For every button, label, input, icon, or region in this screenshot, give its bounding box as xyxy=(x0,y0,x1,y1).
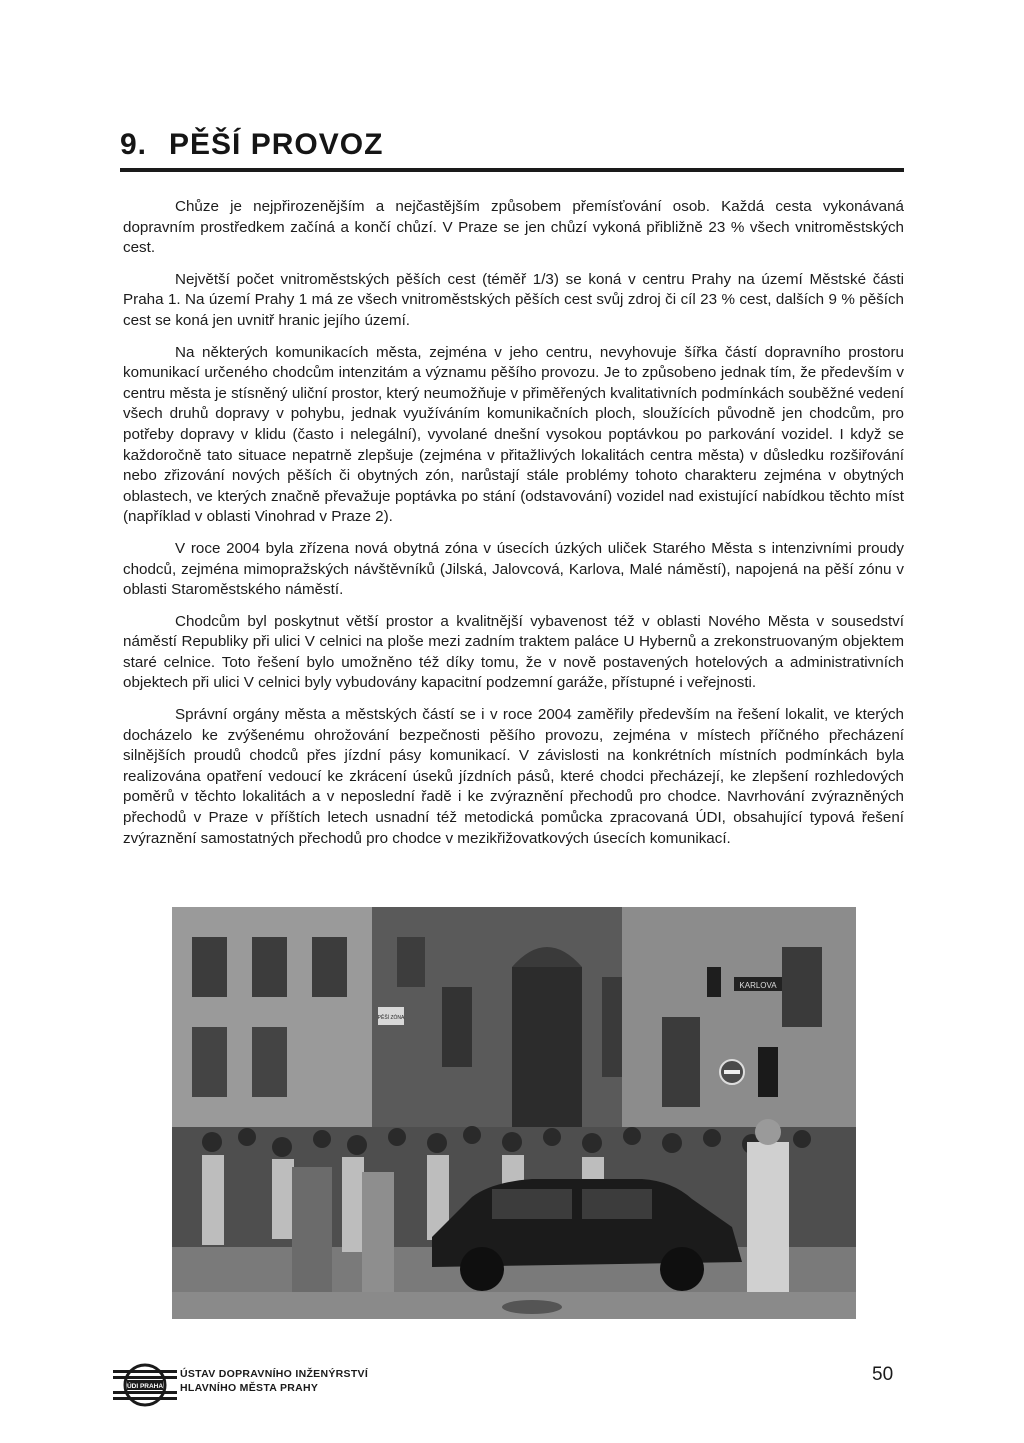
street-photo xyxy=(172,907,856,1319)
chapter-heading xyxy=(120,128,383,162)
street-sign: KARLOVA xyxy=(739,981,777,990)
street-photo-drawing xyxy=(172,907,856,1319)
organization-name xyxy=(180,1367,368,1395)
chapter-title: PĚŠÍ PROVOZ xyxy=(169,128,384,161)
chapter-number: 9. xyxy=(120,128,148,161)
body-text xyxy=(123,197,904,849)
udi-logo xyxy=(113,1357,177,1413)
paragraph: Největší počet vnitroměstských pěších cest (téměř 1/3) se koná v centru Prahy na území Městské části Praha 1. Na území Prahy 1 má ze všech vnitroměstských pěších cest svůj zdroj či cíl 23 % cest, dalších 9 % pěších cest se koná jen uvnitř hranic jejího území. xyxy=(123,270,904,329)
paragraph: V roce 2004 byla zřízena nová obytná zóna v úsecích úzkých uliček Starého Města s intenzivními proudy chodců, zejména mimopražských návštěvníků (Jilská, Jalovcová, Karlova, Malé náměstí), napojená na pěší zónu v oblasti Staroměstského náměstí. xyxy=(123,539,904,599)
logo-text: ÚDI PRAHA xyxy=(126,1383,164,1390)
page-number: 50 xyxy=(872,1364,894,1385)
heading-rule xyxy=(120,168,904,172)
zone-sign: PĚŠÍ ZÓNA xyxy=(377,1015,405,1021)
org-line-1: ÚSTAV DOPRAVNÍHO INŽENÝRSTVÍ xyxy=(180,1368,369,1380)
paragraph: Chůze je nejpřirozenějším a nejčastějším způsobem přemísťování osob. Každá cesta vykonávaná dopravním prostředkem začíná a končí chůzí. V Praze se jen chůzí vykoná přibližně 23 % všech vnitroměstských cest. xyxy=(123,198,904,257)
paragraph: Na některých komunikacích města, zejména v jeho centru, nevyhovuje šířka částí dopravního prostoru komunikací určeného chodcům intenzitám a významu pěšího provozu. Je to způsobeno jednak tím, že především v centru města je stísněný uliční prostor, který neumožňuje v přiměřených kvalitativních podmínkách souběžné vedení všech druhů dopravy v pohybu, jednak využíváním komunikačních ploch, sloužících původně jen chodcům, pro potřeby dopravy v klidu (často i nelegální), vyvolané dnešní vysokou poptávkou po parkování vozidel. I když se každoročně tato situace nepatrně zlepšuje (zejména v přitažlivých lokalitách centra města) v důsledku rozšiřování nebo zřizování nových pěších či obytných zón, narůstají stále problémy tohoto charakteru zejména v obytných oblastech, ve kterých značně převažuje poptávka po stání (odstavování) vozidel nad existující nabídkou těchto míst (například v oblasti Vinohrad v Praze 2). xyxy=(123,343,904,526)
org-line-2: HLAVNÍHO MĚSTA PRAHY xyxy=(180,1382,319,1394)
paragraph: Správní orgány města a městských částí se i v roce 2004 zaměřily především na řešení lokalit, ve kterých docházelo ke zvýšenému ohrožování bezpečnosti pěšího provozu, zejména v místech příčného přecházení silnějších proudů chodců přes jízdní pásy komunikací. V závislosti na konkrétních místních podmínkách byla realizována opatření vedoucí ke zkrácení úseků jízdních pásů, které chodci přecházejí, ke zlepšení rozhledových poměrů v těchto lokalitách a v neposlední řadě i ke zvýraznění přechodů pro chodce. Navrhování zvýrazněných přechodů v Praze v příštích letech usnadní též metodická pomůcka zpracovaná ÚDI, obsahující typová řešení zvýraznění samostatných přechodů pro chodce v mezikřižovatkových úsecích komunikací. xyxy=(123,706,904,847)
paragraph: Chodcům byl poskytnut větší prostor a kvalitnější vybavenost též v oblasti Nového Města v sousedství náměstí Republiky při ulici V celnici na ploše mezi zadním traktem paláce U Hybernů a zrekonstruovaným objektem staré celnice. Toto řešení bylo umožněno též díky tomu, že v nově postavených hotelových a administrativních objektech při ulici V celnici byly vybudovány kapacitní podzemní garáže, přístupné i veřejnosti. xyxy=(123,612,904,692)
